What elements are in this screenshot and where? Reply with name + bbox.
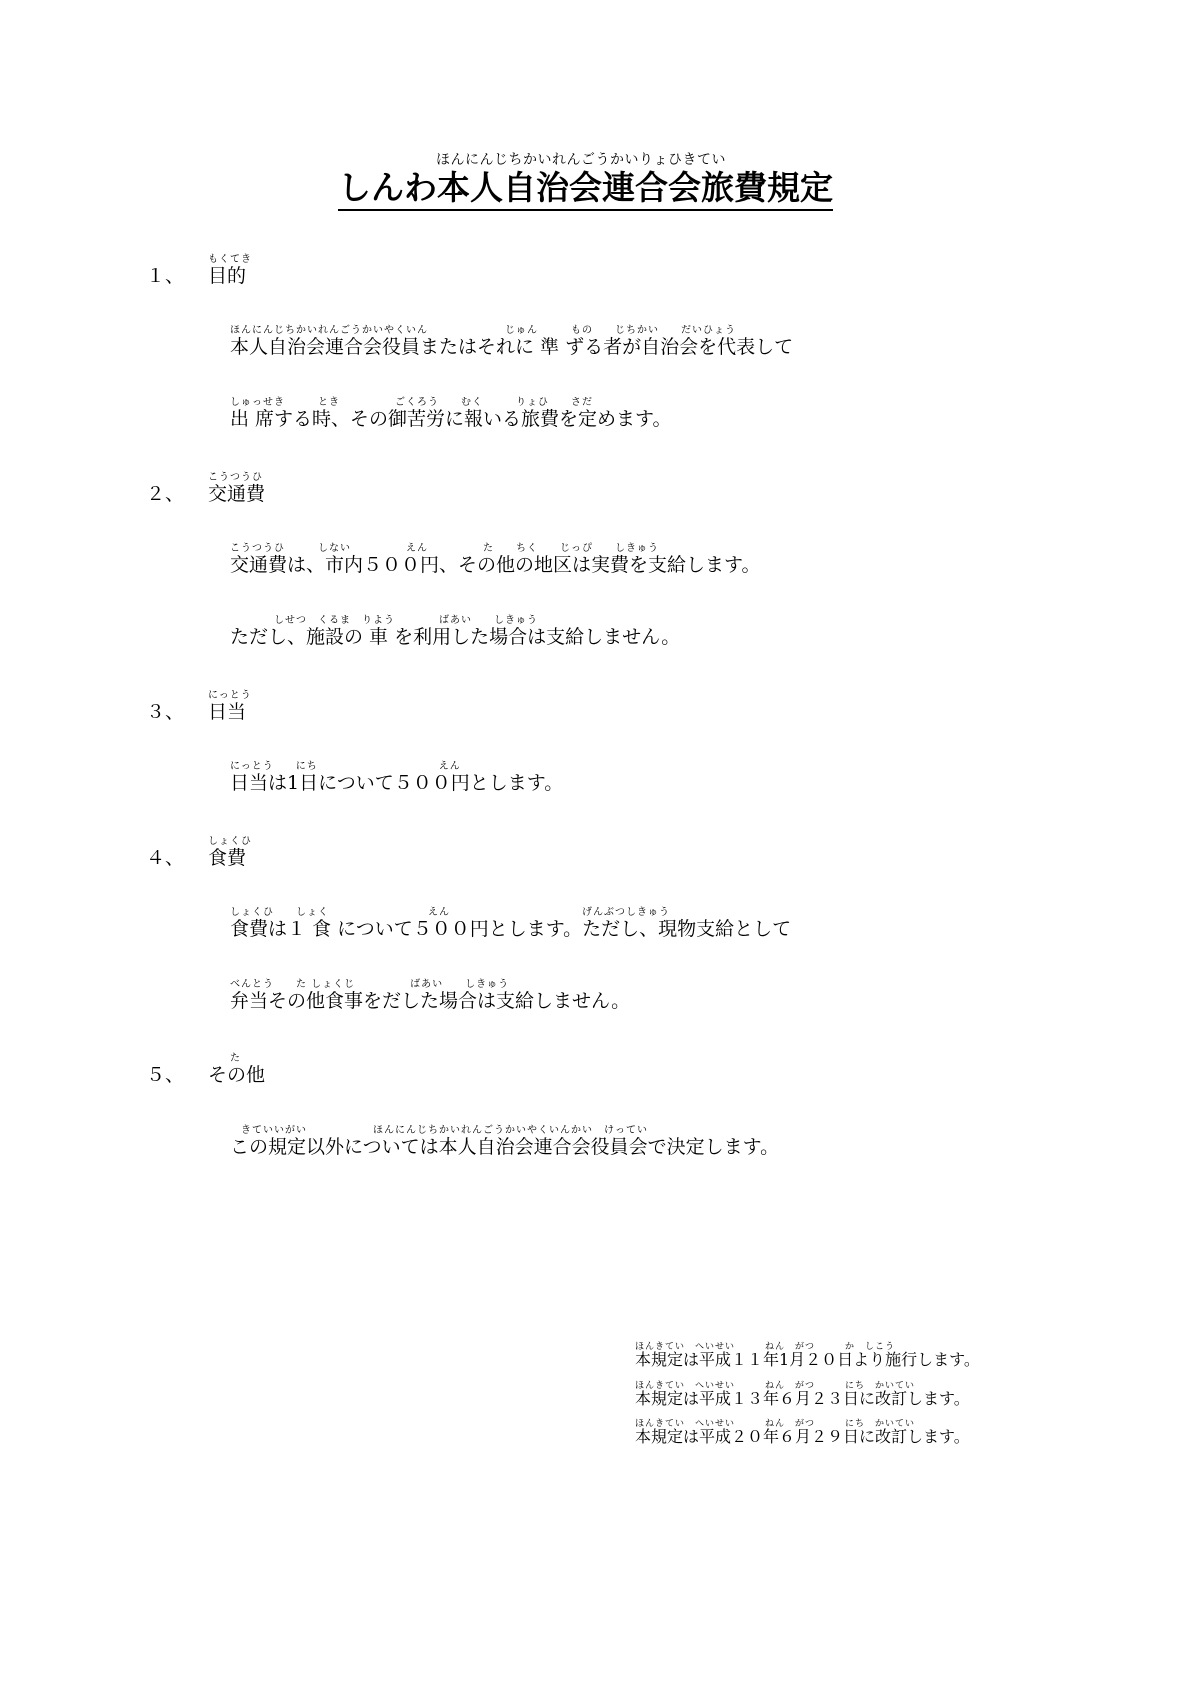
section-1-line-1-ruby: ほんにんじちかいれんごうかいやくいん じゅん もの じちかい だいひょう (230, 325, 736, 336)
section-2-line-1: 交通費は、市内５００円、その他の地区は実費を支給します。 (230, 554, 761, 576)
section-1-number: １、 (146, 265, 185, 287)
section-4-heading-ruby: しょくひ (208, 836, 252, 847)
section-1-heading: 目的 (208, 265, 247, 287)
section-4-heading: 食費 (208, 847, 247, 869)
footer-line-2: 本規定は平成１３年６月２３日に改訂します。 (635, 1389, 970, 1408)
footer-line-2-ruby: ほんきてい へいせい ねん がつ にち かいてい (635, 1381, 916, 1391)
section-4-line-2-ruby: べんとう た しょくじ ばあい しきゅう (230, 979, 510, 990)
section-2-heading-ruby: こうつうひ (208, 472, 263, 483)
section-3-number: ３、 (146, 701, 185, 723)
section-5-number: ５、 (146, 1064, 185, 1086)
page-title (0, 170, 1171, 206)
section-2-heading: 交通費 (208, 483, 266, 505)
section-2-number: ２、 (146, 483, 185, 505)
section-3-line-1: 日当は1日について５００円とします。 (230, 772, 564, 794)
footer-line-3: 本規定は平成２０年６月２９日に改訂します。 (635, 1427, 970, 1446)
section-1-line-2: 出 席する時、その御苦労に報いる旅費を定めます。 (230, 408, 672, 430)
section-5-heading: その他 (208, 1064, 266, 1086)
section-5-line-1: この規定以外については本人自治会連合会役員会で決定します。 (230, 1136, 780, 1158)
footer-line-1-ruby: ほんきてい へいせい ねん がつ か しこう (635, 1342, 896, 1352)
footer-line-1: 本規定は平成１１年1月２０日より施行します。 (635, 1350, 980, 1369)
section-4-line-2: 弁当その他食事をだした場合は支給しません。 (230, 990, 631, 1012)
section-1-line-2-ruby: しゅっせき とき ごくろう むく りょひ さだ (230, 397, 593, 408)
section-4-number: ４、 (146, 847, 185, 869)
section-5-line-1-ruby: きていいがい ほんにんじちかいれんごうかいやくいんかい けってい (230, 1125, 648, 1136)
section-2-line-2-ruby: しせつ くるま りよう ばあい しきゅう (230, 615, 538, 626)
page-title-text: しんわ本人自治会連合会旅費規定 (338, 168, 833, 211)
section-1-heading-ruby: もくてき (208, 254, 252, 265)
section-1-line-1: 本人自治会連合会役員またはそれに 準 ずる者が自治会を代表して (230, 336, 794, 358)
section-3-heading-ruby: にっとう (208, 690, 252, 701)
title-ruby: ほんにんじちかいれんごうかいりょひきてい (436, 152, 726, 168)
section-3-heading: 日当 (208, 701, 247, 723)
section-5-heading-ruby: た (208, 1053, 241, 1064)
section-2-line-1-ruby: こうつうひ しない えん た ちく じっぴ しきゅう (230, 543, 659, 554)
section-4-line-1-ruby: しょくひ しょく えん げんぶつしきゅう (230, 907, 670, 918)
section-4-line-1: 食費は１ 食 について５００円とします。ただし、現物支給として (230, 918, 792, 940)
section-3-line-1-ruby: にっとう にち えん (230, 761, 461, 772)
section-2-line-2: ただし、施設の 車 を利用した場合は支給しません。 (230, 626, 681, 648)
footer-line-3-ruby: ほんきてい へいせい ねん がつ にち かいてい (635, 1419, 916, 1429)
